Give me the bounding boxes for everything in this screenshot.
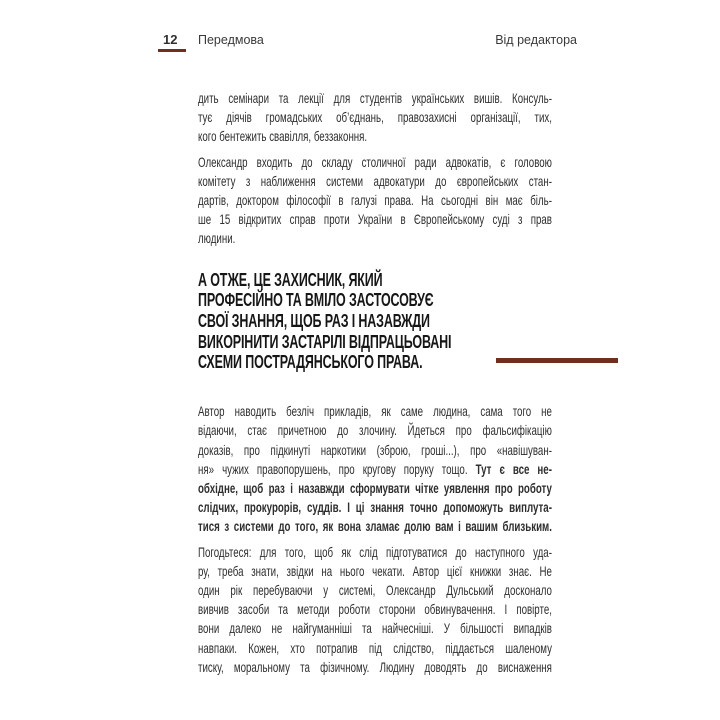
page-number-underline [158,49,186,52]
text-line [198,89,552,108]
heading-line: СХЕМИ ПОСТРАДЯНСЬКОГО ПРАВА. [198,352,423,373]
paragraph [198,153,552,249]
heading-line: СВОЇ ЗНАННЯ, ЩОБ РАЗ І НАЗАВЖДИ [198,311,430,332]
text-line [198,153,552,172]
text-line [198,600,552,619]
running-head-left: Передмова [198,33,264,47]
text-line [198,498,552,517]
heading-line: ПРОФЕСІЙНО ТА ВМІЛО ЗАСТОСОВУЄ [198,290,434,311]
running-head-right: Від редактора [495,33,577,47]
text-run: дить семінари та лекції для студентів українських вишів. Консуль- [198,90,552,106]
text-run: ру, треба знати, звідки на нього чекати. Автор цієї книжки знає. Не [198,562,552,579]
bold-text-run: обхідне, щоб раз і назавжди сформувати чітке уявлення про роботу [198,479,552,496]
text-line [198,210,552,229]
text-run: доказів, про підкинуті наркотики (зброю, гроші...), про «навішуван- [198,441,552,458]
text-line [198,108,552,127]
bold-text-run: тися з системи до того, як вона зламає долю вам і вашим близьким. [198,518,552,535]
text-line [198,619,552,638]
heading-line: А ОТЖЕ, ЦЕ ЗАХИСНИК, ЯКИЙ [198,269,383,290]
paragraph [198,543,552,677]
text-line [198,562,552,581]
text-run: дартів, доктором філософії в галузі права. На сьогодні він має біль- [198,192,552,209]
text-run: комітету з наближення системи адвокатури до європейських стан- [198,172,552,189]
text-line [198,402,552,421]
text-line [198,229,552,248]
text-run: ше 15 відкритих справ проти України в Європейському суді з прав [198,211,552,228]
text-run: навпаки. Кожен, хто потрапив під слідство, піддається шаленому [198,639,552,656]
text-run: людини. [198,230,236,247]
text-line [198,479,552,498]
page-number: 12 [163,32,178,47]
text-line [198,127,552,146]
text-run: кого бентежить свавілля, беззаконня. [198,128,368,145]
text-line [198,172,552,191]
text-line [198,658,552,677]
text-line [198,441,552,460]
text-run: тиску, моральному та фізичному. Людину доводять до виснаження [198,658,552,675]
text-run: ня» чужих правопорушень, про кругову поруку тощо. [198,460,476,477]
text-line [198,517,552,536]
text-line [198,543,552,562]
text-run: Погодьтеся: для того, щоб як слід підготуватися до наступного уда- [198,543,552,560]
bold-text-run: Тут є все не- [475,460,552,477]
text-run: тує діячів громадських об’єднань, правозахисні організації, тих, [198,109,552,126]
text-run: один рік перебуваючи у системі, Олександр Дульський досконало [198,581,552,598]
text-column [198,89,552,677]
text-run: вивчив засоби та методи роботи сторони обвинувачення. І повірте, [198,601,552,618]
text-line [198,421,552,440]
text-run: Автор наводить безліч прикладів, як саме людина, сама того не [198,403,552,420]
text-run: відаючи, стає причетною до злочину. Йдеться про фальсифікацію [198,422,552,439]
text-line [198,581,552,600]
text-line [198,191,552,210]
text-run: вони далеко не найгуманніші та найчесніші. У більшості випадків [198,620,552,637]
text-line [198,460,552,479]
heading-line: ВИКОРІНИТИ ЗАСТАРІЛІ ВІДПРАЦЬОВАНІ [198,331,452,352]
paragraph [198,89,552,147]
text-line [198,639,552,658]
text-run: Олександр входить до складу столичної ради адвокатів, є головою [198,153,552,170]
paragraph [198,402,552,536]
accent-rule [496,358,618,363]
bold-text-run: слідчих, прокурорів, суддів. І ці знання точно допоможуть виплута- [198,499,552,516]
